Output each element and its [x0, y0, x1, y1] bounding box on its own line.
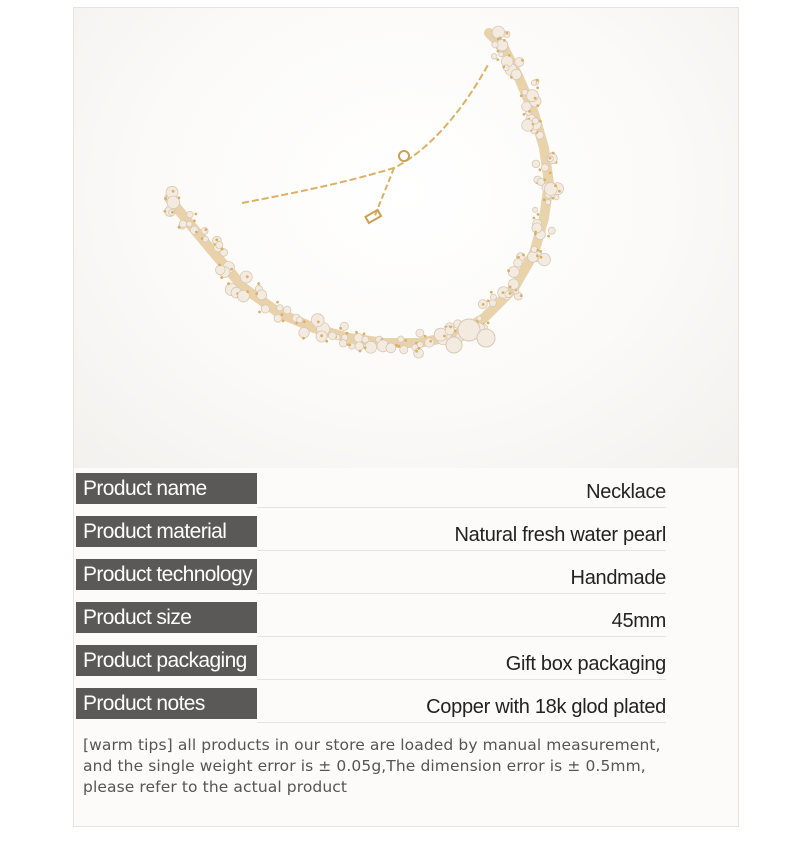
warm-tips-note [83, 735, 683, 798]
gold-bead [257, 282, 260, 285]
gold-bead [549, 172, 552, 175]
gold-bead [521, 59, 524, 62]
gold-bead [359, 350, 362, 353]
pearl [489, 300, 496, 307]
gold-bead [395, 344, 398, 347]
gold-bead [193, 220, 196, 223]
divider [257, 722, 666, 723]
pearl [299, 328, 309, 338]
gold-bead [429, 340, 432, 343]
tips-line: [warm tips] all products in our store are loaded by manual measurement, [83, 736, 661, 754]
gold-bead [509, 286, 512, 289]
gold-bead [348, 344, 351, 347]
spec-row [74, 687, 738, 723]
gold-bead [552, 152, 555, 155]
divider [257, 679, 666, 680]
gold-bead [502, 66, 505, 69]
pearl [531, 246, 537, 252]
pearl [187, 221, 193, 227]
pearl [261, 305, 269, 313]
gold-bead [258, 311, 261, 314]
pearl [490, 294, 496, 300]
gold-bead [534, 97, 537, 100]
pearl [201, 228, 208, 235]
pearl [398, 336, 404, 342]
gold-bead [171, 211, 174, 214]
divider [257, 593, 666, 594]
gold-bead [554, 184, 557, 187]
gold-bead [502, 291, 505, 294]
gold-bead [363, 333, 366, 336]
gold-bead [418, 347, 421, 350]
pearl [425, 338, 434, 347]
pearl [541, 164, 548, 171]
pearl [417, 342, 423, 348]
gold-bead [540, 256, 543, 259]
gold-bead [204, 228, 207, 231]
pearl [477, 316, 482, 321]
pearl [511, 69, 521, 79]
spec-row [74, 515, 738, 551]
spec-value: Copper with 18k glod plated [426, 696, 666, 718]
gold-bead [215, 238, 218, 241]
spec-value: Necklace [586, 481, 666, 503]
pearl [277, 305, 283, 311]
gold-bead [537, 213, 540, 216]
gold-bead [443, 335, 446, 338]
gold-bead [528, 110, 531, 113]
spec-label: Product technology [76, 559, 257, 590]
pearl [508, 267, 519, 278]
pearl [354, 334, 363, 343]
product-photo [74, 8, 738, 468]
gold-bead [538, 168, 541, 171]
pearl [522, 89, 528, 95]
pearl [515, 57, 524, 66]
gold-bead [230, 268, 233, 271]
gold-bead [178, 226, 181, 229]
clasp [365, 210, 381, 223]
pearl [365, 341, 377, 353]
gold-bead [533, 217, 536, 220]
divider [257, 507, 666, 508]
gold-bead [487, 322, 490, 325]
spec-row [74, 644, 738, 680]
pearl [491, 54, 497, 60]
gold-bead [536, 255, 539, 258]
pearl [329, 332, 337, 340]
pearl [386, 343, 396, 353]
gold-bead [517, 256, 520, 259]
pearl [257, 290, 267, 300]
gold-bead [503, 39, 506, 42]
spec-value: Handmade [570, 567, 666, 589]
gold-bead [227, 282, 230, 285]
gold-bead [164, 197, 167, 200]
pearl [216, 265, 226, 275]
gold-bead [507, 269, 510, 272]
gold-bead [497, 38, 500, 41]
gold-bead [520, 94, 523, 97]
gold-bead [194, 213, 197, 216]
gold-bead [539, 120, 542, 123]
pearl [216, 241, 223, 248]
spec-value: 45mm [611, 610, 666, 632]
gold-bead [522, 253, 525, 256]
gold-bead [302, 337, 305, 340]
gold-bead [320, 334, 323, 337]
gold-bead [221, 248, 224, 251]
gold-bead [520, 294, 523, 297]
pearl [533, 207, 538, 212]
gold-bead [404, 339, 407, 342]
pearl [416, 329, 424, 337]
gold-bead [449, 326, 452, 329]
pearl [522, 119, 534, 131]
gold-bead [303, 320, 306, 323]
pearl [446, 337, 462, 353]
product-detail-card [73, 7, 739, 827]
pearl-necklace-icon [74, 8, 738, 468]
gold-bead [218, 264, 221, 267]
gold-bead [490, 291, 493, 294]
spec-value: Gift box packaging [505, 653, 666, 675]
gold-bead [552, 197, 555, 200]
gold-bead [539, 250, 542, 253]
pearl [548, 227, 555, 234]
gold-bead [201, 237, 204, 240]
pearl [477, 329, 495, 347]
gold-bead [487, 300, 490, 303]
gold-bead [509, 292, 512, 295]
pearl [532, 160, 540, 168]
pearl [532, 223, 542, 233]
pearl [538, 253, 550, 265]
gold-bead [536, 86, 539, 89]
pearl [526, 90, 538, 102]
spec-row [74, 558, 738, 594]
gold-bead [325, 340, 328, 343]
gold-bead [364, 346, 367, 349]
pearl-cluster [164, 26, 564, 358]
pearl [283, 306, 291, 314]
spec-label: Product packaging [76, 645, 257, 676]
gold-bead [276, 301, 279, 304]
spec-label: Product size [76, 602, 257, 633]
gold-bead [281, 313, 284, 316]
gold-bead [172, 190, 175, 193]
pearl [499, 52, 504, 57]
pearl [355, 342, 364, 351]
pearl [554, 195, 559, 200]
spec-label: Product notes [76, 688, 257, 719]
pearl [546, 200, 551, 205]
pearl [179, 220, 187, 228]
gold-bead [536, 249, 539, 252]
divider [257, 550, 666, 551]
gold-bead [506, 32, 509, 35]
gold-bead [178, 196, 181, 199]
pearl [522, 102, 532, 112]
pearl [274, 314, 282, 322]
gold-bead [195, 231, 198, 234]
gold-bead [543, 179, 546, 182]
gold-bead [317, 321, 320, 324]
tips-line: and the single weight error is ± 0.05g,The dimension error is ± 0.5mm, [83, 757, 646, 775]
pearl [297, 317, 303, 323]
pearl [414, 348, 424, 358]
gold-bead [346, 332, 349, 335]
gold-bead [255, 292, 258, 295]
gold-bead [534, 231, 537, 234]
pearl [492, 26, 504, 38]
pearl [514, 259, 523, 268]
gold-bead [536, 104, 539, 107]
divider [257, 636, 666, 637]
pearl [532, 118, 538, 124]
gold-bead [164, 210, 167, 213]
gold-bead [523, 113, 526, 116]
gold-bead [454, 330, 457, 333]
chain [242, 63, 489, 203]
spec-row [74, 472, 738, 508]
gold-bead [424, 335, 427, 338]
pearl [311, 314, 324, 327]
gold-bead [510, 76, 513, 79]
gold-bead [246, 275, 249, 278]
gold-bead [558, 190, 561, 193]
gold-bead [508, 54, 511, 57]
pearl [531, 80, 536, 85]
spec-label: Product material [76, 516, 257, 547]
spec-row [74, 601, 738, 637]
gold-bead [482, 303, 485, 306]
gold-bead [220, 276, 223, 279]
gold-bead [415, 350, 418, 353]
tips-line: please refer to the actual product [83, 778, 348, 796]
gold-bead [282, 320, 285, 323]
gold-bead [549, 157, 552, 160]
pearl [492, 41, 498, 47]
pearl [339, 340, 346, 347]
pearl [187, 211, 193, 217]
gold-bead [547, 235, 550, 238]
gold-bead [355, 331, 358, 334]
spec-label: Product name [76, 473, 257, 504]
gold-bead [543, 198, 546, 201]
gold-bead [536, 79, 539, 82]
spec-value: Natural fresh water pearl [454, 524, 666, 546]
gold-bead [496, 58, 499, 61]
pearl [400, 346, 408, 354]
gold-bead [246, 290, 249, 293]
gold-bead [339, 327, 342, 330]
